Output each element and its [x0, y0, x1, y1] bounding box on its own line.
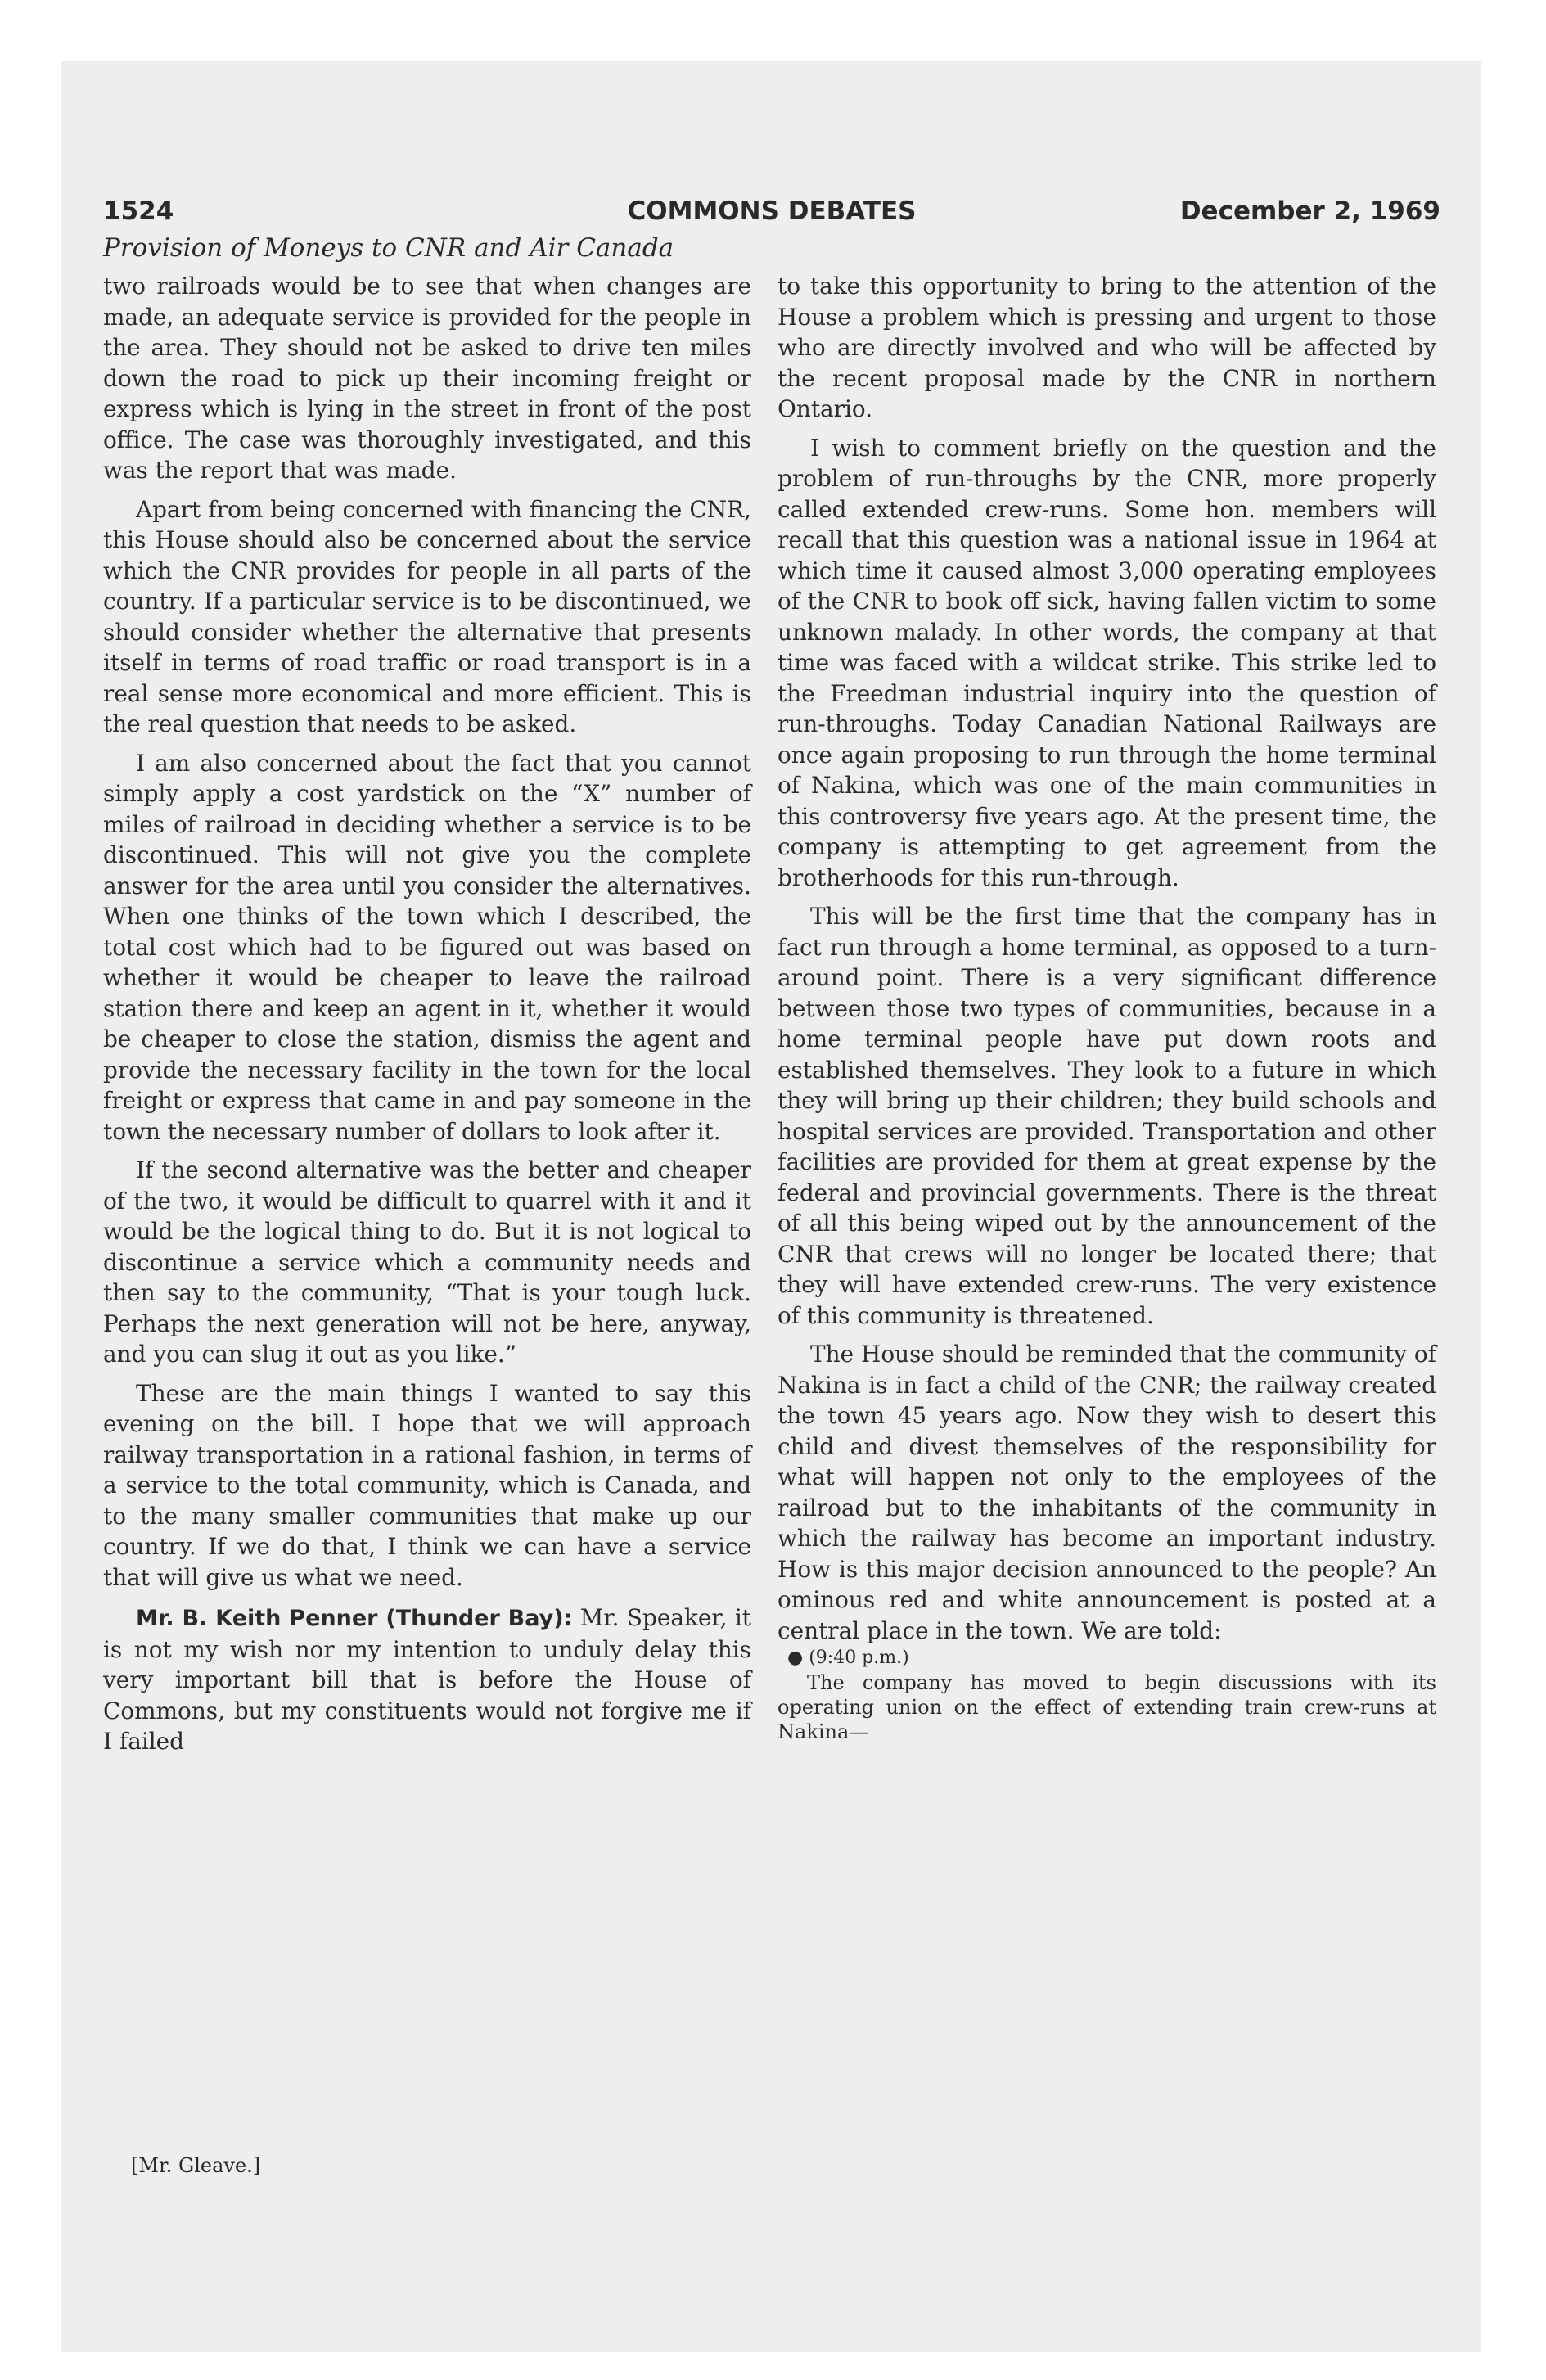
left-column	[103, 271, 751, 1757]
paragraph: This will be the first time that the company has in fact run through a home terminal, as opposed to a turn-around point. There is a very significant difference between those two types of communities, because in a home terminal people have put down roots and established themselves. They look to a future in which they will bring up their children; they build schools and hospital services are provided. Transportation and other facilities are provided for them at great expense by the federal and provincial governments. There is the threat of all this being wiped out by the announcement of the CNR that crews will no longer be located there; that they will have extended crew-runs. The very existence of this community is threatened.	[778, 903, 1436, 1329]
time-stamp	[778, 1646, 1436, 1670]
speaker-paragraph	[103, 1602, 751, 1757]
quoted-announcement: The company has moved to begin discussions with its operating union on the effect of extending train crew-runs at Nakina—	[778, 1671, 1436, 1743]
page-header	[103, 196, 1440, 236]
section-subtitle: Provision of Moneys to CNR and Air Canada	[103, 233, 674, 263]
paragraph: I wish to comment briefly on the question and the problem of run-throughs by the CNR, more properly called extended crew-runs. Some hon. members will recall that this question was a national issue in 1964 at which time it caused almost 3,000 operating employees of the CNR to book off sick, having fallen victim to some unknown malady. In other words, the company at that time was faced with a wildcat strike. This strike led to the Freedman industrial inquiry into the question of run-throughs. Today Canadian National Railways are once again proposing to run through the home terminal of Nakina, which was one of the main communities in this controversy five years ago. At the present time, the company is attempting to get agreement from the brotherhoods for this run-through.	[778, 434, 1436, 891]
speaker-text: Mr. Speaker, it is not my wish nor my intention to unduly delay this very important bill that is before the House of Commons, but my constituents would not forgive me if I failed	[103, 1604, 752, 1755]
right-column	[778, 271, 1436, 1744]
time-stamp-text: (9:40 p.m.)	[809, 1648, 909, 1668]
journal-title: COMMONS DEBATES	[627, 196, 917, 226]
page-date: December 2, 1969	[1179, 196, 1440, 226]
paragraph: These are the main things I wanted to say this evening on the bill. I hope that we will approach railway transportation in a rational fashion, in terms of a service to the total community, which is Canada, and to the many smaller communities that make up our country. If we do that, I think we can have a service that will give us what we need.	[103, 1379, 751, 1591]
speaker-attribution: [Mr. Gleave.]	[131, 2154, 261, 2177]
paragraph: Apart from being concerned with financing the CNR, this House should also be concerned about the service which the CNR provides for people in all parts of the country. If a particular service is to be discontinued, we should consider whether the alternative that presents itself in terms of road traffic or road transport is in a real sense more economical and more efficient. This is the real question that needs to be asked.	[103, 495, 751, 737]
paragraph: The House should be reminded that the community of Nakina is in fact a child of the CNR; the railway created the town 45 years ago. Now they wish to desert this child and divest themselves of the responsibility for what will happen not only to the employees of the railroad but to the inhabitants of the community in which the railway has become an important industry. How is this major decision announced to the people? An ominous red and white announcement is posted at a central place in the town. We are told:	[778, 1341, 1436, 1644]
bullet-icon: ●	[787, 1648, 804, 1668]
paragraph: two railroads would be to see that when changes are made, an adequate service is provided for the people in the area. They should not be asked to drive ten miles down the road to pick up their incoming freight or express which is lying in the street in front of the post office. The case was thoroughly investigated, and this was the report that was made.	[103, 273, 751, 484]
speaker-name: Mr. B. Keith Penner (Thunder Bay):	[136, 1606, 573, 1631]
paragraph: I am also concerned about the fact that you cannot simply apply a cost yardstick on the “X” number of miles of railroad in deciding whether a service is to be discontinued. This will not give you the complete answer for the area until you consider the alternatives. When one thinks of the town which I described, the total cost which had to be figured out was based on whether it would be cheaper to leave the railroad station there and keep an agent in it, whether it would be cheaper to close the station, dismiss the agent and provide the necessary facility in the town for the local freight or express that came in and pay someone in the town the necessary number of dollars to look after it.	[103, 749, 751, 1145]
page-number: 1524	[103, 196, 174, 226]
paragraph: to take this opportunity to bring to the attention of the House a problem which is pressing and urgent to those who are directly involved and who will be affected by the recent proposal made by the CNR in northern Ontario.	[778, 273, 1436, 422]
paragraph: If the second alternative was the better and cheaper of the two, it would be difficult to quarrel with it and it would be the logical thing to do. But it is not logical to discontinue a service which a community needs and then say to the community, “That is your tough luck. Perhaps the next generation will not be here, anyway, and you can slug it out as you like.”	[103, 1156, 751, 1368]
